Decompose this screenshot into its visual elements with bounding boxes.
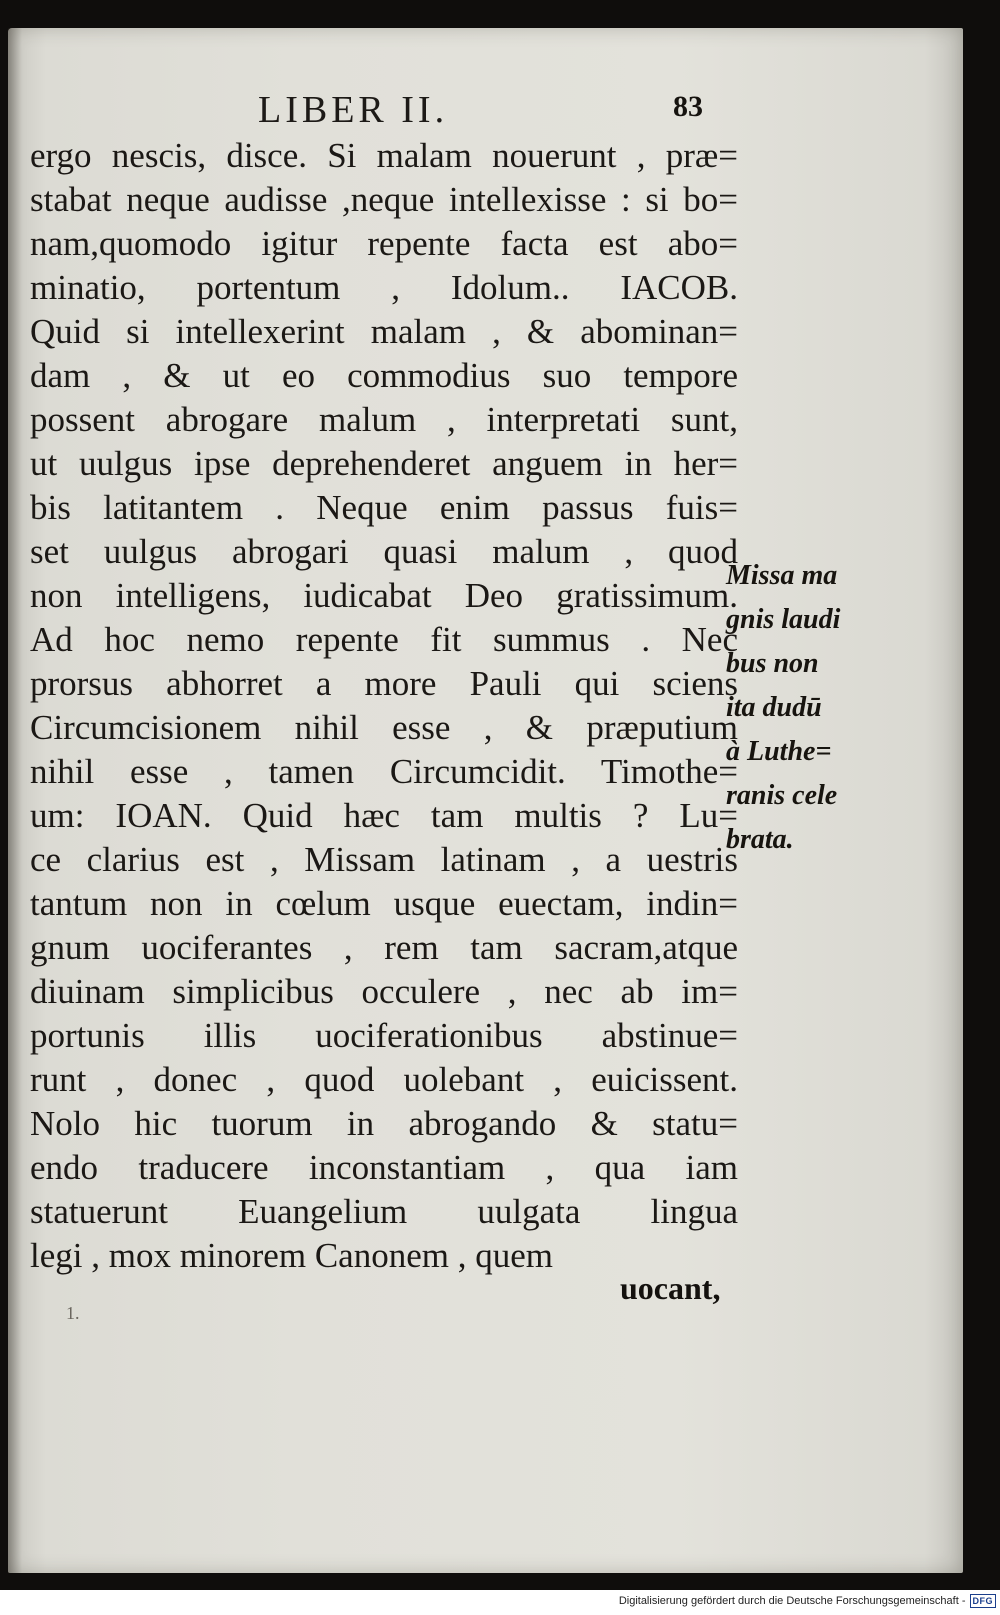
marginal-note-line: brata. (726, 824, 794, 855)
text-line: minatio, portentum , Idolum.. IACOB. (30, 268, 738, 307)
text-line: nam,quomodo igitur repente facta est abo= (30, 224, 738, 263)
text-line: non intelligens, iudicabat Deo gratissimum. (30, 576, 738, 615)
text-line: dam , & ut eo commodius suo tempore (30, 356, 738, 395)
text-line: runt , donec , quod uolebant , euicissent. (30, 1060, 738, 1099)
text-line: endo traducere inconstantiam , qua iam (30, 1148, 738, 1187)
text-line: um: IOAN. Quid hæc tam multis ? Lu= (30, 796, 738, 835)
marginal-note-line: à Luthe= (726, 736, 832, 767)
main-text-block (30, 134, 738, 1278)
marginal-note-line: ranis cele (726, 780, 838, 811)
text-line: Ad hoc nemo repente fit summus . Nec (30, 620, 738, 659)
text-line: stabat neque audisse ,neque intellexisse : si bo= (30, 180, 738, 219)
marginal-note-line: ita dudū (726, 692, 822, 723)
text-line: tantum non in cœlum usque euectam, indin= (30, 884, 738, 923)
text-line: set uulgus abrogari quasi malum , quod (30, 532, 738, 571)
gutter-shadow (8, 28, 22, 1573)
text-line: ce clarius est , Missam latinam , a uestris (30, 840, 738, 879)
text-line: possent abrogare malum , interpretati sunt, (30, 400, 738, 439)
text-line: legi , mox minorem Canonem , quem (30, 1236, 553, 1275)
catchword: uocant, (620, 1270, 721, 1306)
marginal-note-line: gnis laudi (726, 604, 841, 635)
text-line: Circumcisionem nihil esse , & præputium (30, 708, 738, 747)
page-number: 83 (673, 90, 703, 123)
running-title: LIBER II. (258, 89, 449, 131)
dfg-logo-icon: DFG (970, 1594, 997, 1608)
text-line: ut uulgus ipse deprehenderet anguem in her= (30, 444, 738, 483)
text-line: diuinam simplicibus occulere , nec ab im= (30, 972, 738, 1011)
text-line: nihil esse , tamen Circumcidit. Timothe= (30, 752, 738, 791)
credit-text: Digitalisierung gefördert durch die Deutsche Forschungsgemeinschaft - (618, 1595, 966, 1607)
marginal-note-line: bus non (726, 648, 819, 679)
text-line: gnum uociferantes , rem tam sacram,atque (30, 928, 738, 967)
text-line: ergo nescis, disce. Si malam nouerunt , præ= (30, 136, 738, 175)
text-line: bis latitantem . Neque enim passus fuis= (30, 488, 738, 527)
digitization-credit (619, 1594, 996, 1608)
text-line: prorsus abhorret a more Pauli qui sciens (30, 664, 738, 703)
text-line: portunis illis uociferationibus abstinue= (30, 1016, 738, 1055)
text-line: statuerunt Euangelium uulgata lingua (30, 1192, 738, 1231)
marginal-note-line: Missa ma (726, 560, 838, 591)
marginal-note (726, 554, 876, 862)
signature-mark: 1. (66, 1303, 80, 1323)
text-line: Nolo hic tuorum in abrogando & statu= (30, 1104, 738, 1143)
text-line: Quid si intellexerint malam , & abominan= (30, 312, 738, 351)
book-page (8, 28, 963, 1573)
